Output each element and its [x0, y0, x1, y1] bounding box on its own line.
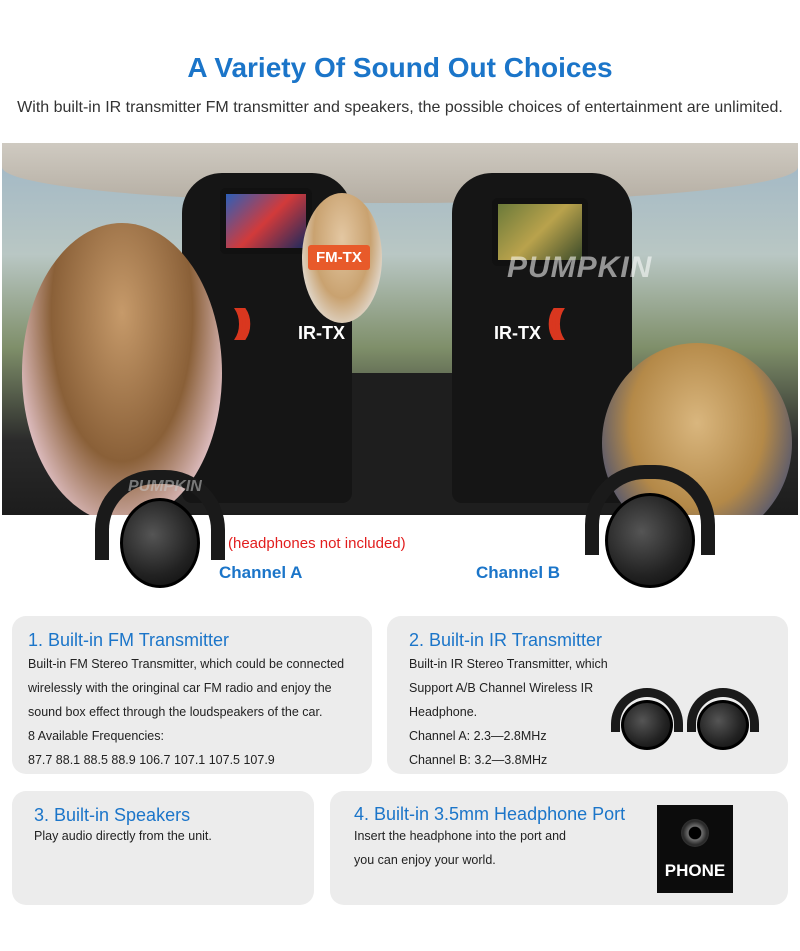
fm-line-3: sound box effect through the loudspeakers of the car. — [28, 705, 323, 719]
channel-a-label: Channel A — [219, 563, 303, 582]
channel-b-label: Channel B — [476, 563, 561, 582]
page-subtitle: With built-in IR transmitter FM transmitter and speakers, the possible choices of entertainment are unlimited. — [17, 99, 783, 116]
ir-transmitter-title: 2. Built-in IR Transmitter — [409, 630, 603, 650]
page-title: A Variety Of Sound Out Choices — [187, 52, 613, 83]
ir-tx-left-label: IR-TX — [298, 323, 345, 343]
fm-line-4: 8 Available Frequencies: — [28, 729, 164, 743]
audio-jack-icon — [681, 819, 709, 847]
car-interior-photo — [2, 143, 798, 515]
speakers-card — [12, 791, 314, 905]
ir-line-2: Support A/B Channel Wireless IR — [409, 681, 594, 695]
phone-port-graphic — [657, 805, 733, 893]
ir-channel-a: Channel A: 2.3—2.8MHz — [409, 729, 547, 743]
headphone-watermark: PUMPKIN — [128, 478, 202, 495]
ir-line-1: Built-in IR Stereo Transmitter, which — [409, 657, 608, 671]
ir-waves-right-icon: ((( — [547, 303, 557, 341]
speakers-line-1: Play audio directly from the unit. — [34, 829, 212, 843]
speakers-title: 3. Built-in Speakers — [34, 805, 191, 825]
ir-tx-right-label: IR-TX — [494, 323, 541, 343]
left-monitor-screen — [220, 188, 312, 254]
ir-transmitter-card — [387, 616, 788, 774]
phone-port-label: PHONE — [664, 861, 726, 880]
car-roof — [2, 143, 798, 203]
ir-channel-b: Channel B: 3.2—3.8MHz — [409, 753, 548, 767]
fm-transmitter-title: 1. Built-in FM Transmitter — [28, 630, 230, 650]
fm-tx-tag: FM-TX — [308, 245, 370, 270]
headphone-b-icon — [585, 465, 715, 590]
fm-frequencies: 87.7 88.1 88.5 88.9 106.7 107.1 107.5 107.9 — [28, 753, 275, 767]
headphone-port-title: 4. Built-in 3.5mm Headphone Port — [354, 804, 626, 824]
headphone-pair-right-icon — [687, 688, 759, 750]
headphone-pair-left-icon — [611, 688, 683, 750]
ir-line-3: Headphone. — [409, 705, 478, 719]
port-line-2: you can enjoy your world. — [354, 853, 496, 867]
headphones-not-included-note: (headphones not included) — [228, 535, 406, 552]
fm-line-2: wirelessly with the oringinal car FM radio and enjoy the — [28, 681, 332, 695]
fm-line-1: Built-in FM Stereo Transmitter, which could be connected — [28, 657, 345, 671]
brand-watermark: PUMPKIN — [507, 251, 653, 284]
port-line-1: Insert the headphone into the port and — [354, 829, 566, 843]
fm-transmitter-card — [12, 616, 372, 774]
headphone-port-card — [330, 791, 788, 905]
ir-waves-left-icon: ))) — [234, 303, 244, 341]
